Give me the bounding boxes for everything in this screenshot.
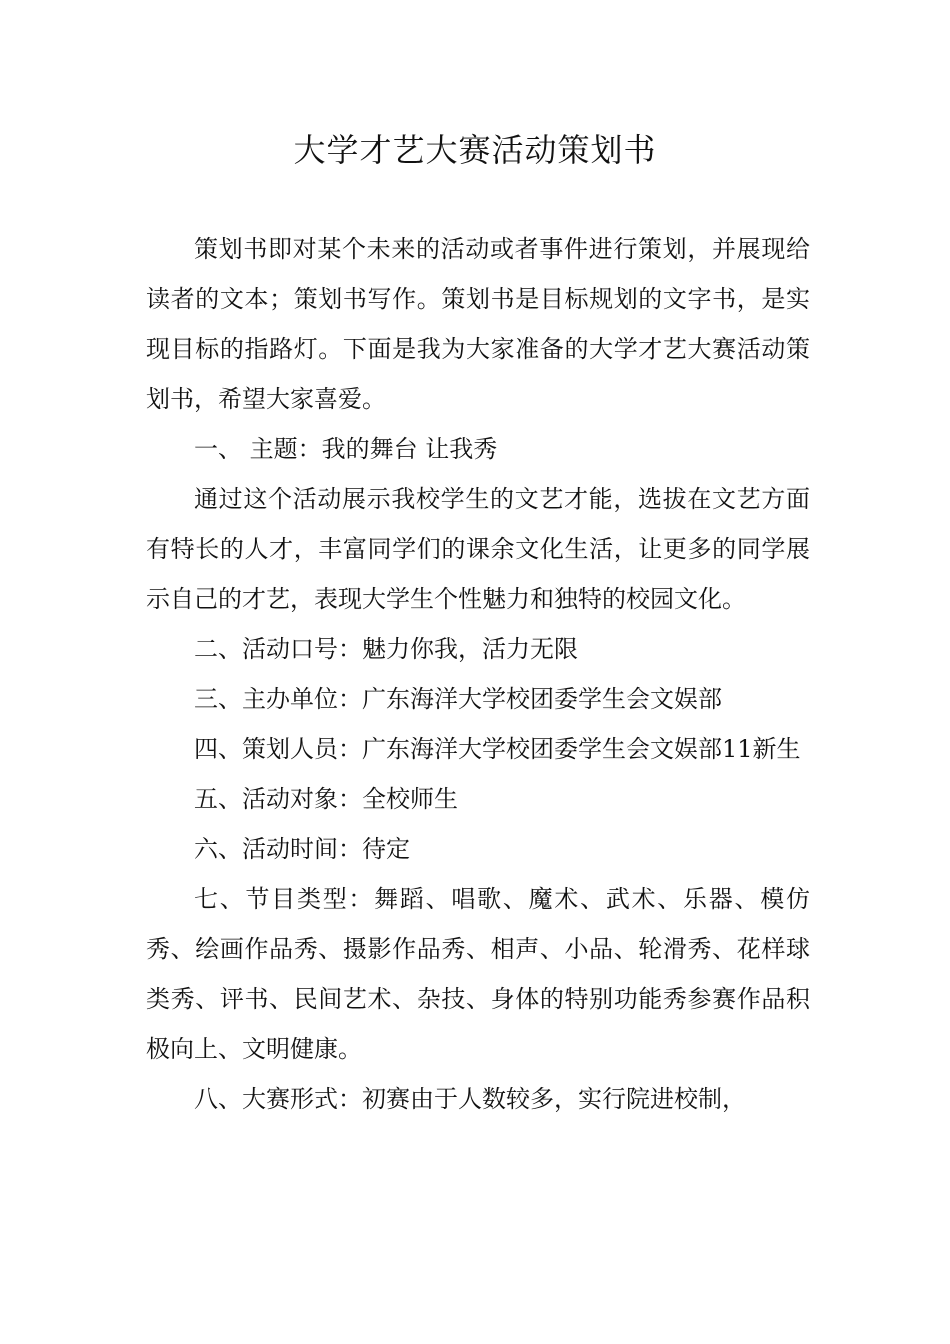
- section-time: 六、活动时间：待定: [194, 835, 410, 863]
- theme-description: 通过这个活动展示我校学生的文艺才能，选拔在文艺方面有特长的人才，丰富同学们的课余文化生活，让更多的同学展示自己的才艺，表现大学生个性魅力和独特的校园文化。: [146, 485, 810, 613]
- section-program-types: 七、节目类型：舞蹈、唱歌、魔术、武术、乐器、模仿秀、绘画作品秀、摄影作品秀、相声、小品、轮滑秀、花样球类秀、评书、民间艺术、杂技、身体的特别功能秀参赛作品积极向上、文明健康。: [146, 885, 810, 1063]
- section-slogan: 二、活动口号：魅力你我，活力无限: [194, 635, 578, 663]
- section-planners: 四、策划人员：广东海洋大学校团委学生会文娱部11新生: [194, 735, 801, 763]
- section-theme: 一、 主题：我的舞台 让我秀: [194, 435, 498, 463]
- document-body: [146, 224, 810, 1124]
- document-title: 大学才艺大赛活动策划书: [293, 131, 657, 169]
- section-participants: 五、活动对象：全校师生: [194, 785, 458, 813]
- intro-paragraph: 策划书即对某个未来的活动或者事件进行策划，并展现给读者的文本；策划书写作。策划书是目标规划的文字书，是实现目标的指路灯。下面是我为大家准备的大学才艺大赛活动策划书，希望大家喜爱。: [146, 235, 810, 413]
- section-organizer: 三、主办单位：广东海洋大学校团委学生会文娱部: [194, 685, 722, 713]
- section-format: 八、大赛形式：初赛由于人数较多，实行院进校制，: [194, 1085, 746, 1113]
